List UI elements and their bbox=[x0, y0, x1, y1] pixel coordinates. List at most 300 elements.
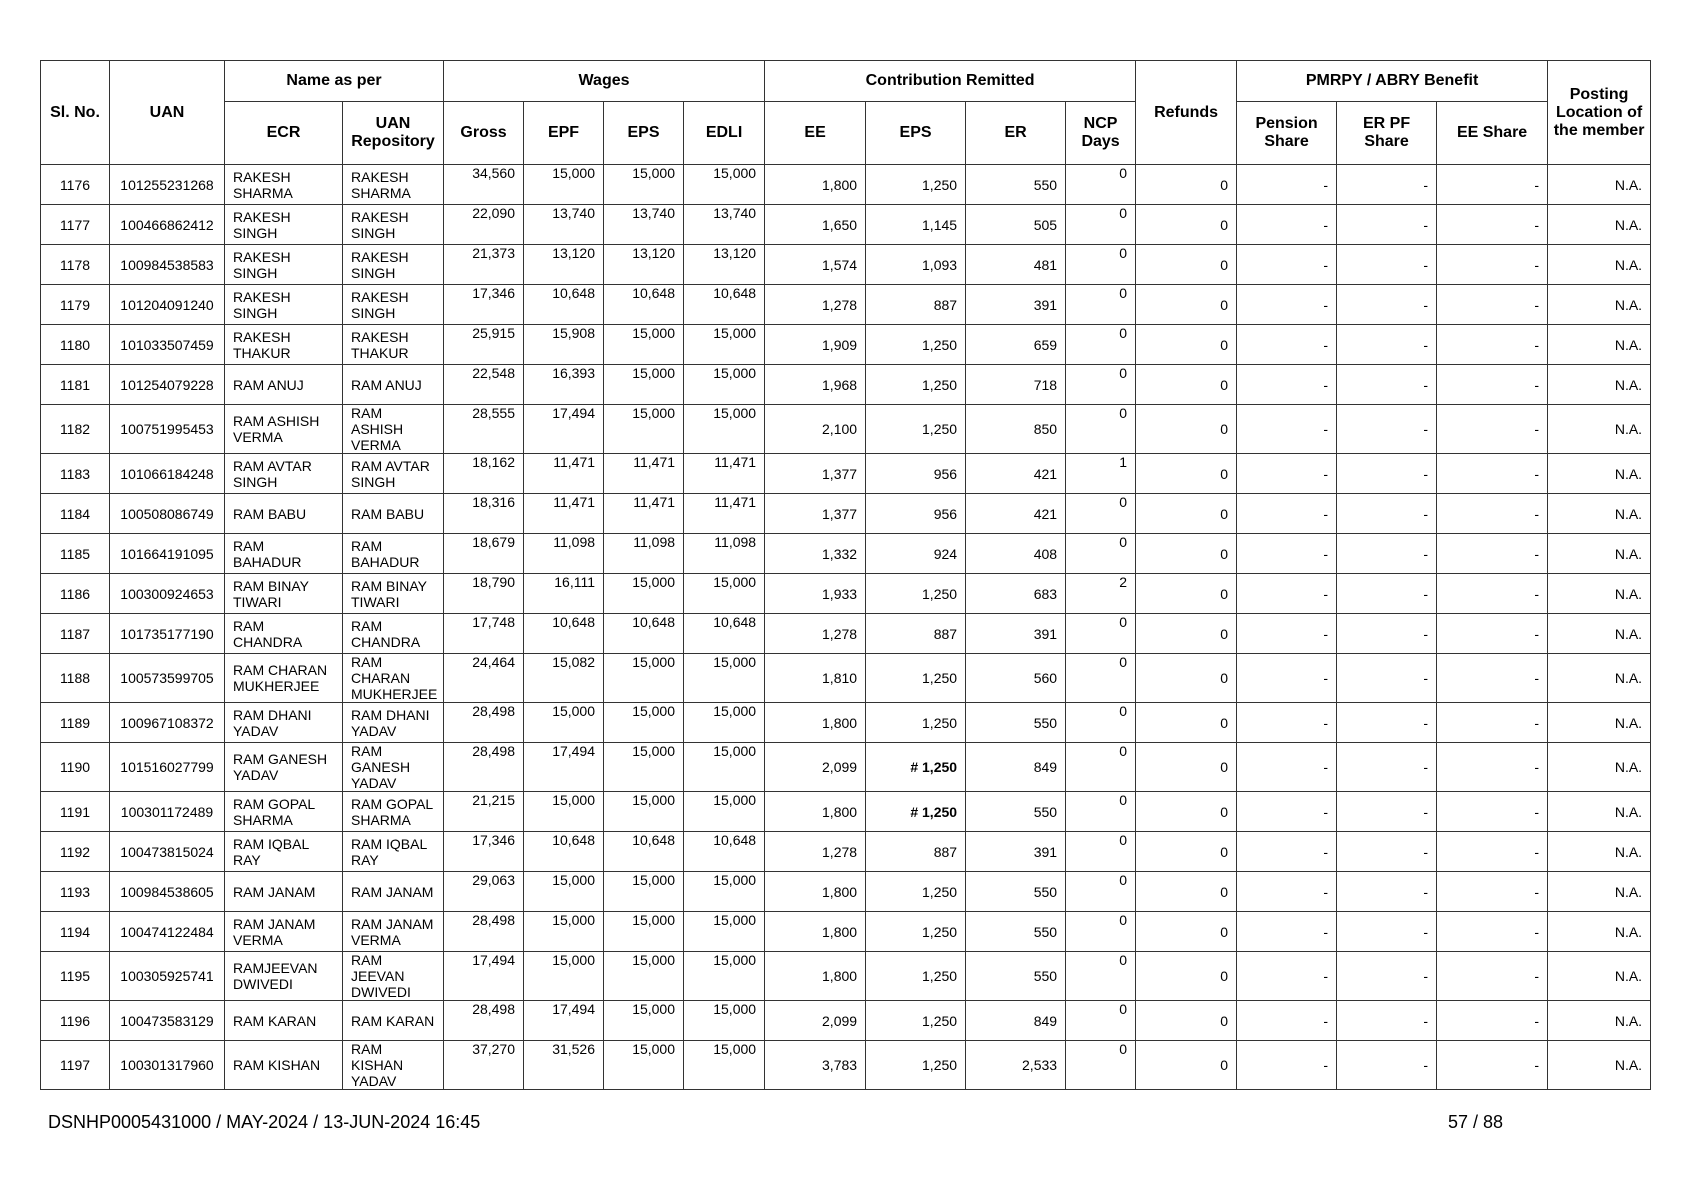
cell-eps: 13,120 bbox=[604, 245, 684, 285]
cell-uan: 101066184248 bbox=[110, 454, 225, 494]
cell-refunds: 0 bbox=[1136, 654, 1237, 703]
cell-refunds: 0 bbox=[1136, 912, 1237, 952]
cell-eps: 15,000 bbox=[604, 703, 684, 743]
cell-contribution-eps: 1,250 bbox=[866, 912, 966, 952]
cell-ee-share: - bbox=[1437, 325, 1548, 365]
cell-gross: 28,498 bbox=[444, 912, 524, 952]
cell-gross: 28,555 bbox=[444, 405, 524, 454]
header-epf: EPF bbox=[524, 102, 604, 165]
cell-ee: 1,332 bbox=[765, 534, 866, 574]
cell-posting-location: N.A. bbox=[1548, 952, 1651, 1001]
cell-ecr-name: RAKESH SINGH bbox=[225, 245, 343, 285]
cell-ecr-name: RAM CHARAN MUKHERJEE bbox=[225, 654, 343, 703]
cell-posting-location: N.A. bbox=[1548, 245, 1651, 285]
table-row bbox=[41, 245, 1651, 285]
cell-sl-no: 1193 bbox=[41, 872, 110, 912]
cell-uan-repository-name: RAM ANUJ bbox=[343, 365, 444, 405]
cell-er-pf-share: - bbox=[1337, 165, 1437, 205]
header-eps: EPS bbox=[604, 102, 684, 165]
cell-gross: 28,498 bbox=[444, 703, 524, 743]
cell-edli: 15,000 bbox=[684, 1041, 765, 1090]
cell-contribution-eps: 1,250 bbox=[866, 405, 966, 454]
cell-eps: 15,000 bbox=[604, 654, 684, 703]
cell-contribution-eps: 1,145 bbox=[866, 205, 966, 245]
cell-er: 505 bbox=[966, 205, 1066, 245]
cell-er: 421 bbox=[966, 494, 1066, 534]
table-row bbox=[41, 872, 1651, 912]
cell-ee: 1,377 bbox=[765, 494, 866, 534]
cell-posting-location: N.A. bbox=[1548, 574, 1651, 614]
cell-uan-repository-name: RAM BINAY TIWARI bbox=[343, 574, 444, 614]
cell-pension-share: - bbox=[1237, 494, 1337, 534]
cell-epf: 10,648 bbox=[524, 832, 604, 872]
cell-contribution-eps: 1,250 bbox=[866, 1001, 966, 1041]
cell-pension-share: - bbox=[1237, 454, 1337, 494]
cell-ecr-name: RAM BABU bbox=[225, 494, 343, 534]
cell-refunds: 0 bbox=[1136, 494, 1237, 534]
cell-er-pf-share: - bbox=[1337, 872, 1437, 912]
cell-ee: 2,099 bbox=[765, 1001, 866, 1041]
cell-ee: 1,800 bbox=[765, 912, 866, 952]
cell-er: 391 bbox=[966, 614, 1066, 654]
cell-pension-share: - bbox=[1237, 534, 1337, 574]
cell-ee-share: - bbox=[1437, 912, 1548, 952]
cell-epf: 13,120 bbox=[524, 245, 604, 285]
cell-ee-share: - bbox=[1437, 534, 1548, 574]
cell-edli: 13,120 bbox=[684, 245, 765, 285]
cell-eps: 13,740 bbox=[604, 205, 684, 245]
cell-uan: 101516027799 bbox=[110, 743, 225, 792]
cell-ncp-days: 0 bbox=[1066, 534, 1136, 574]
cell-pension-share: - bbox=[1237, 832, 1337, 872]
cell-ncp-days: 0 bbox=[1066, 165, 1136, 205]
cell-ee-share: - bbox=[1437, 792, 1548, 832]
cell-eps: 15,000 bbox=[604, 405, 684, 454]
cell-eps: 15,000 bbox=[604, 574, 684, 614]
cell-epf: 16,393 bbox=[524, 365, 604, 405]
cell-uan-repository-name: RAKESH THAKUR bbox=[343, 325, 444, 365]
cell-gross: 37,270 bbox=[444, 1041, 524, 1090]
cell-pension-share: - bbox=[1237, 1001, 1337, 1041]
cell-contribution-eps: 1,250 bbox=[866, 165, 966, 205]
cell-refunds: 0 bbox=[1136, 454, 1237, 494]
cell-edli: 15,000 bbox=[684, 574, 765, 614]
cell-ee-share: - bbox=[1437, 872, 1548, 912]
cell-ncp-days: 0 bbox=[1066, 405, 1136, 454]
cell-eps: 15,000 bbox=[604, 872, 684, 912]
cell-edli: 15,000 bbox=[684, 792, 765, 832]
cell-ecr-name: RAM GOPAL SHARMA bbox=[225, 792, 343, 832]
cell-refunds: 0 bbox=[1136, 614, 1237, 654]
cell-refunds: 0 bbox=[1136, 165, 1237, 205]
cell-sl-no: 1179 bbox=[41, 285, 110, 325]
cell-uan: 100967108372 bbox=[110, 703, 225, 743]
cell-er-pf-share: - bbox=[1337, 405, 1437, 454]
header-ncp-days: NCP Days bbox=[1066, 102, 1136, 165]
table-row bbox=[41, 494, 1651, 534]
cell-sl-no: 1178 bbox=[41, 245, 110, 285]
cell-ecr-name: RAM CHANDRA bbox=[225, 614, 343, 654]
cell-er-pf-share: - bbox=[1337, 912, 1437, 952]
cell-epf: 15,000 bbox=[524, 872, 604, 912]
header-gross: Gross bbox=[444, 102, 524, 165]
table-row bbox=[41, 912, 1651, 952]
cell-gross: 28,498 bbox=[444, 1001, 524, 1041]
cell-ncp-days: 0 bbox=[1066, 325, 1136, 365]
cell-contribution-eps: 956 bbox=[866, 494, 966, 534]
cell-ecr-name: RAM KARAN bbox=[225, 1001, 343, 1041]
cell-uan: 100466862412 bbox=[110, 205, 225, 245]
footer-page-number: 57 / 88 bbox=[1448, 1112, 1504, 1132]
cell-ee: 1,800 bbox=[765, 872, 866, 912]
cell-contribution-eps: 887 bbox=[866, 285, 966, 325]
header-er-pf-share: ER PF Share bbox=[1337, 102, 1437, 165]
cell-uan-repository-name: RAKESH SINGH bbox=[343, 245, 444, 285]
cell-pension-share: - bbox=[1237, 654, 1337, 703]
cell-contribution-eps: 1,250 bbox=[866, 952, 966, 1001]
cell-edli: 11,471 bbox=[684, 494, 765, 534]
cell-ee-share: - bbox=[1437, 245, 1548, 285]
cell-refunds: 0 bbox=[1136, 405, 1237, 454]
cell-sl-no: 1191 bbox=[41, 792, 110, 832]
cell-ncp-days: 2 bbox=[1066, 574, 1136, 614]
cell-ee: 1,574 bbox=[765, 245, 866, 285]
table-row bbox=[41, 365, 1651, 405]
cell-uan-repository-name: RAM DHANI YADAV bbox=[343, 703, 444, 743]
cell-epf: 17,494 bbox=[524, 1001, 604, 1041]
cell-refunds: 0 bbox=[1136, 1041, 1237, 1090]
cell-pension-share: - bbox=[1237, 952, 1337, 1001]
cell-contribution-eps: 1,250 bbox=[866, 872, 966, 912]
cell-refunds: 0 bbox=[1136, 365, 1237, 405]
cell-ee-share: - bbox=[1437, 703, 1548, 743]
cell-edli: 11,098 bbox=[684, 534, 765, 574]
cell-uan-repository-name: RAM CHARAN MUKHERJEE bbox=[343, 654, 444, 703]
table-row bbox=[41, 743, 1651, 792]
cell-edli: 15,000 bbox=[684, 703, 765, 743]
cell-ee-share: - bbox=[1437, 654, 1548, 703]
cell-sl-no: 1176 bbox=[41, 165, 110, 205]
cell-pension-share: - bbox=[1237, 872, 1337, 912]
cell-er: 850 bbox=[966, 405, 1066, 454]
cell-gross: 18,162 bbox=[444, 454, 524, 494]
cell-posting-location: N.A. bbox=[1548, 325, 1651, 365]
cell-ecr-name: RAKESH THAKUR bbox=[225, 325, 343, 365]
cell-gross: 18,790 bbox=[444, 574, 524, 614]
cell-ecr-name: RAKESH SHARMA bbox=[225, 165, 343, 205]
cell-uan: 100300924653 bbox=[110, 574, 225, 614]
cell-ecr-name: RAM AVTAR SINGH bbox=[225, 454, 343, 494]
cell-eps: 15,000 bbox=[604, 952, 684, 1001]
cell-er-pf-share: - bbox=[1337, 832, 1437, 872]
cell-edli: 15,000 bbox=[684, 654, 765, 703]
cell-ecr-name: RAM JANAM bbox=[225, 872, 343, 912]
cell-ee: 1,909 bbox=[765, 325, 866, 365]
cell-ncp-days: 0 bbox=[1066, 743, 1136, 792]
cell-refunds: 0 bbox=[1136, 1001, 1237, 1041]
cell-er: 550 bbox=[966, 952, 1066, 1001]
cell-edli: 10,648 bbox=[684, 832, 765, 872]
cell-contribution-eps: 924 bbox=[866, 534, 966, 574]
cell-gross: 29,063 bbox=[444, 872, 524, 912]
cell-er-pf-share: - bbox=[1337, 1041, 1437, 1090]
cell-epf: 17,494 bbox=[524, 743, 604, 792]
cell-epf: 15,908 bbox=[524, 325, 604, 365]
cell-sl-no: 1181 bbox=[41, 365, 110, 405]
cell-refunds: 0 bbox=[1136, 832, 1237, 872]
cell-ee: 1,800 bbox=[765, 165, 866, 205]
cell-sl-no: 1188 bbox=[41, 654, 110, 703]
cell-uan-repository-name: RAM JANAM VERMA bbox=[343, 912, 444, 952]
table-row bbox=[41, 534, 1651, 574]
cell-refunds: 0 bbox=[1136, 872, 1237, 912]
cell-uan: 101033507459 bbox=[110, 325, 225, 365]
cell-pension-share: - bbox=[1237, 703, 1337, 743]
cell-ecr-name: RAM BINAY TIWARI bbox=[225, 574, 343, 614]
cell-ncp-days: 0 bbox=[1066, 494, 1136, 534]
cell-posting-location: N.A. bbox=[1548, 1001, 1651, 1041]
cell-ncp-days: 0 bbox=[1066, 1001, 1136, 1041]
cell-sl-no: 1197 bbox=[41, 1041, 110, 1090]
cell-ee-share: - bbox=[1437, 405, 1548, 454]
cell-uan-repository-name: RAM KISHAN YADAV bbox=[343, 1041, 444, 1090]
cell-contribution-eps: 1,250 bbox=[866, 1041, 966, 1090]
table-row bbox=[41, 614, 1651, 654]
cell-sl-no: 1196 bbox=[41, 1001, 110, 1041]
cell-refunds: 0 bbox=[1136, 245, 1237, 285]
cell-ee: 1,800 bbox=[765, 703, 866, 743]
cell-uan: 101735177190 bbox=[110, 614, 225, 654]
header-ee: EE bbox=[765, 102, 866, 165]
cell-contribution-eps: # 1,250 bbox=[866, 743, 966, 792]
cell-uan-repository-name: RAM CHANDRA bbox=[343, 614, 444, 654]
cell-er: 550 bbox=[966, 703, 1066, 743]
cell-eps: 15,000 bbox=[604, 1001, 684, 1041]
cell-ncp-days: 0 bbox=[1066, 952, 1136, 1001]
cell-ee: 1,278 bbox=[765, 285, 866, 325]
cell-eps: 11,098 bbox=[604, 534, 684, 574]
table-row bbox=[41, 205, 1651, 245]
cell-contribution-eps: 1,250 bbox=[866, 325, 966, 365]
cell-ee-share: - bbox=[1437, 165, 1548, 205]
cell-uan-repository-name: RAM KARAN bbox=[343, 1001, 444, 1041]
cell-epf: 15,000 bbox=[524, 912, 604, 952]
cell-contribution-eps: # 1,250 bbox=[866, 792, 966, 832]
cell-er-pf-share: - bbox=[1337, 614, 1437, 654]
cell-pension-share: - bbox=[1237, 365, 1337, 405]
header-contribution-remitted: Contribution Remitted bbox=[765, 61, 1136, 102]
cell-uan: 100984538605 bbox=[110, 872, 225, 912]
cell-ncp-days: 0 bbox=[1066, 205, 1136, 245]
cell-er: 391 bbox=[966, 285, 1066, 325]
cell-ee: 1,800 bbox=[765, 792, 866, 832]
cell-er-pf-share: - bbox=[1337, 205, 1437, 245]
cell-pension-share: - bbox=[1237, 285, 1337, 325]
header-pension-share: Pension Share bbox=[1237, 102, 1337, 165]
cell-posting-location: N.A. bbox=[1548, 454, 1651, 494]
cell-ee-share: - bbox=[1437, 574, 1548, 614]
cell-sl-no: 1185 bbox=[41, 534, 110, 574]
cell-posting-location: N.A. bbox=[1548, 912, 1651, 952]
cell-gross: 17,748 bbox=[444, 614, 524, 654]
cell-uan: 100984538583 bbox=[110, 245, 225, 285]
cell-ncp-days: 0 bbox=[1066, 245, 1136, 285]
cell-ee-share: - bbox=[1437, 832, 1548, 872]
table-row bbox=[41, 952, 1651, 1001]
cell-epf: 31,526 bbox=[524, 1041, 604, 1090]
cell-pension-share: - bbox=[1237, 405, 1337, 454]
cell-uan-repository-name: RAM IQBAL RAY bbox=[343, 832, 444, 872]
cell-uan-repository-name: RAM BAHADUR bbox=[343, 534, 444, 574]
table-row bbox=[41, 454, 1651, 494]
cell-refunds: 0 bbox=[1136, 952, 1237, 1001]
cell-sl-no: 1194 bbox=[41, 912, 110, 952]
cell-uan: 101255231268 bbox=[110, 165, 225, 205]
cell-ee: 3,783 bbox=[765, 1041, 866, 1090]
cell-contribution-eps: 1,250 bbox=[866, 574, 966, 614]
cell-uan: 101254079228 bbox=[110, 365, 225, 405]
cell-ee: 2,100 bbox=[765, 405, 866, 454]
cell-contribution-eps: 1,093 bbox=[866, 245, 966, 285]
cell-uan-repository-name: RAM JANAM bbox=[343, 872, 444, 912]
cell-gross: 22,090 bbox=[444, 205, 524, 245]
cell-epf: 11,471 bbox=[524, 494, 604, 534]
cell-ncp-days: 0 bbox=[1066, 703, 1136, 743]
cell-posting-location: N.A. bbox=[1548, 494, 1651, 534]
cell-ecr-name: RAM IQBAL RAY bbox=[225, 832, 343, 872]
cell-ncp-days: 1 bbox=[1066, 454, 1136, 494]
table-row bbox=[41, 792, 1651, 832]
cell-ncp-days: 0 bbox=[1066, 912, 1136, 952]
cell-ee: 1,800 bbox=[765, 952, 866, 1001]
cell-contribution-eps: 887 bbox=[866, 614, 966, 654]
table-row bbox=[41, 165, 1651, 205]
cell-edli: 10,648 bbox=[684, 614, 765, 654]
cell-pension-share: - bbox=[1237, 205, 1337, 245]
cell-eps: 10,648 bbox=[604, 832, 684, 872]
cell-gross: 17,346 bbox=[444, 832, 524, 872]
cell-pension-share: - bbox=[1237, 325, 1337, 365]
cell-edli: 15,000 bbox=[684, 872, 765, 912]
cell-er: 659 bbox=[966, 325, 1066, 365]
cell-ncp-days: 0 bbox=[1066, 832, 1136, 872]
cell-er-pf-share: - bbox=[1337, 654, 1437, 703]
cell-sl-no: 1184 bbox=[41, 494, 110, 534]
cell-ee: 1,933 bbox=[765, 574, 866, 614]
cell-refunds: 0 bbox=[1136, 205, 1237, 245]
cell-er: 550 bbox=[966, 872, 1066, 912]
cell-eps: 15,000 bbox=[604, 1041, 684, 1090]
cell-epf: 10,648 bbox=[524, 614, 604, 654]
cell-ee-share: - bbox=[1437, 1001, 1548, 1041]
cell-ee: 1,377 bbox=[765, 454, 866, 494]
cell-sl-no: 1182 bbox=[41, 405, 110, 454]
header-er: ER bbox=[966, 102, 1066, 165]
cell-posting-location: N.A. bbox=[1548, 165, 1651, 205]
table-row bbox=[41, 654, 1651, 703]
cell-contribution-eps: 1,250 bbox=[866, 365, 966, 405]
cell-uan-repository-name: RAM JEEVAN DWIVEDI bbox=[343, 952, 444, 1001]
cell-er-pf-share: - bbox=[1337, 494, 1437, 534]
cell-uan: 100305925741 bbox=[110, 952, 225, 1001]
cell-er-pf-share: - bbox=[1337, 325, 1437, 365]
cell-contribution-eps: 1,250 bbox=[866, 654, 966, 703]
cell-epf: 16,111 bbox=[524, 574, 604, 614]
cell-epf: 11,471 bbox=[524, 454, 604, 494]
cell-ecr-name: RAMJEEVAN DWIVEDI bbox=[225, 952, 343, 1001]
cell-uan: 100508086749 bbox=[110, 494, 225, 534]
header-pmrpy-abry: PMRPY / ABRY Benefit bbox=[1237, 61, 1548, 102]
cell-edli: 15,000 bbox=[684, 952, 765, 1001]
cell-ncp-days: 0 bbox=[1066, 792, 1136, 832]
header-ecr: ECR bbox=[225, 102, 343, 165]
cell-ncp-days: 0 bbox=[1066, 654, 1136, 703]
cell-ecr-name: RAM ANUJ bbox=[225, 365, 343, 405]
header-refunds: Refunds bbox=[1136, 61, 1237, 165]
cell-posting-location: N.A. bbox=[1548, 872, 1651, 912]
cell-uan: 100474122484 bbox=[110, 912, 225, 952]
cell-posting-location: N.A. bbox=[1548, 405, 1651, 454]
cell-gross: 21,373 bbox=[444, 245, 524, 285]
cell-uan-repository-name: RAM AVTAR SINGH bbox=[343, 454, 444, 494]
cell-er: 550 bbox=[966, 165, 1066, 205]
cell-uan: 100751995453 bbox=[110, 405, 225, 454]
cell-edli: 15,000 bbox=[684, 325, 765, 365]
cell-eps: 15,000 bbox=[604, 325, 684, 365]
cell-ee: 1,278 bbox=[765, 614, 866, 654]
cell-er: 481 bbox=[966, 245, 1066, 285]
cell-sl-no: 1189 bbox=[41, 703, 110, 743]
cell-epf: 15,000 bbox=[524, 703, 604, 743]
cell-ecr-name: RAM BAHADUR bbox=[225, 534, 343, 574]
cell-uan-repository-name: RAM GANESH YADAV bbox=[343, 743, 444, 792]
cell-eps: 11,471 bbox=[604, 454, 684, 494]
cell-er-pf-share: - bbox=[1337, 245, 1437, 285]
cell-sl-no: 1183 bbox=[41, 454, 110, 494]
cell-uan: 100301317960 bbox=[110, 1041, 225, 1090]
header-ee-share: EE Share bbox=[1437, 102, 1548, 165]
cell-ee-share: - bbox=[1437, 494, 1548, 534]
cell-gross: 25,915 bbox=[444, 325, 524, 365]
cell-er: 550 bbox=[966, 912, 1066, 952]
cell-ecr-name: RAM DHANI YADAV bbox=[225, 703, 343, 743]
cell-epf: 10,648 bbox=[524, 285, 604, 325]
cell-refunds: 0 bbox=[1136, 574, 1237, 614]
cell-ee: 1,810 bbox=[765, 654, 866, 703]
cell-uan-repository-name: RAKESH SINGH bbox=[343, 285, 444, 325]
cell-pension-share: - bbox=[1237, 912, 1337, 952]
cell-posting-location: N.A. bbox=[1548, 832, 1651, 872]
cell-er: 408 bbox=[966, 534, 1066, 574]
cell-posting-location: N.A. bbox=[1548, 743, 1651, 792]
cell-ee-share: - bbox=[1437, 614, 1548, 654]
cell-sl-no: 1195 bbox=[41, 952, 110, 1001]
cell-sl-no: 1177 bbox=[41, 205, 110, 245]
cell-epf: 15,000 bbox=[524, 792, 604, 832]
cell-sl-no: 1192 bbox=[41, 832, 110, 872]
cell-pension-share: - bbox=[1237, 574, 1337, 614]
cell-gross: 18,316 bbox=[444, 494, 524, 534]
cell-posting-location: N.A. bbox=[1548, 792, 1651, 832]
header-edli: EDLI bbox=[684, 102, 765, 165]
cell-sl-no: 1180 bbox=[41, 325, 110, 365]
cell-gross: 18,679 bbox=[444, 534, 524, 574]
cell-ee-share: - bbox=[1437, 365, 1548, 405]
cell-refunds: 0 bbox=[1136, 743, 1237, 792]
cell-er-pf-share: - bbox=[1337, 952, 1437, 1001]
cell-gross: 17,494 bbox=[444, 952, 524, 1001]
cell-pension-share: - bbox=[1237, 245, 1337, 285]
